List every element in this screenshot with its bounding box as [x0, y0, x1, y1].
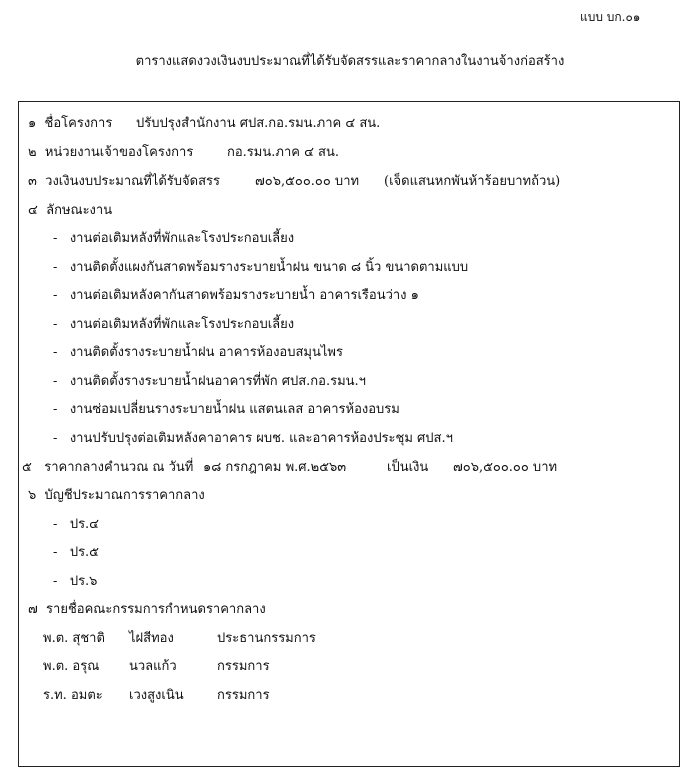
item-label: บัญชีประมาณการราคากลาง	[44, 488, 205, 503]
estimate-form-item: - ปร.๖	[53, 574, 98, 589]
item-number: ๒	[28, 145, 37, 160]
median-price-amount: ๗๐๖,๕๐๐.๐๐ บาท	[453, 460, 558, 475]
estimate-form-item: - ปร.๔	[53, 517, 100, 532]
member-surname: นวลแก้ว	[129, 659, 177, 674]
item-label: วงเงินงบประมาณที่ได้รับจัดสรร	[45, 174, 220, 189]
agency-name: กอ.รมน.ภาค ๔ สน.	[227, 145, 340, 160]
member-name: พ.ต. อรุณ	[43, 659, 100, 674]
item-1	[28, 112, 112, 133]
item-3	[28, 170, 220, 191]
member-role: กรรมการ	[217, 659, 270, 674]
item-label: ลักษณะงาน	[46, 203, 113, 218]
item-label: ราคากลางคำนวณ ณ วันที่	[44, 460, 194, 475]
item-label: รายชื่อคณะกรรมการกำหนดราคากลาง	[46, 602, 266, 617]
work-item: - งานต่อเติมหลังที่พักและโรงประกอบเลี้ยง	[53, 317, 295, 332]
item-label: หน่วยงานเจ้าของโครงการ	[44, 145, 194, 160]
item-5	[22, 456, 193, 477]
work-item: - งานต่อเติมหลังคากันสาดพร้อมรางระบายน้ำ อาคารเรือนว่าง ๑	[53, 288, 419, 303]
member-surname: ไฝสีทอง	[129, 631, 174, 646]
member-role: ประธานกรรมการ	[217, 631, 316, 646]
item-number: ๖	[28, 488, 37, 503]
content-box	[18, 101, 680, 767]
reference-date: ๑๘ กรกฎาคม พ.ศ.๒๕๖๓	[203, 460, 347, 475]
work-item: - งานติดตั้งแผงกันสาดพร้อมรางระบายน้ำฝน ขนาด ๘ นิ้ว ขนาดตามแบบ	[53, 260, 469, 275]
member-name: พ.ต. สุชาติ	[43, 631, 105, 646]
member-name: ร.ท. อมตะ	[43, 688, 103, 703]
budget-amount-words: (เจ็ดแสนหกพันห้าร้อยบาทถ้วน)	[384, 174, 561, 189]
budget-amount: ๗๐๖,๕๐๐.๐๐ บาท	[255, 174, 360, 189]
work-item: - งานซ่อมเปลี่ยนรางระบายน้ำฝน แสตนเลส อาคารห้องอบรม	[53, 402, 400, 417]
form-number: แบบ บก.๐๑	[580, 10, 641, 24]
item-number: ๑	[28, 116, 37, 131]
work-item: - งานปรับปรุงต่อเติมหลังคาอาคาร ผบช. และอาคารห้องประชุม ศปส.ฯ	[53, 431, 453, 446]
work-item: - งานติดตั้งรางระบายน้ำฝนอาคารที่พัก ศปส.กอ.รมน.ฯ	[53, 374, 366, 389]
member-surname: เวงสูงเนิน	[129, 688, 184, 703]
item-number: ๓	[28, 174, 37, 189]
item-7	[28, 598, 266, 619]
document-title: ตารางแสดงวงเงินงบประมาณที่ได้รับจัดสรรและราคากลางในงานจ้างก่อสร้าง	[135, 54, 565, 69]
item-number: ๗	[28, 602, 38, 617]
work-item: - งานต่อเติมหลังที่พักและโรงประกอบเลี้ยง	[53, 231, 295, 246]
item-2	[28, 141, 193, 162]
item-label: ชื่อโครงการ	[44, 116, 113, 131]
item-number: ๕	[22, 460, 32, 475]
work-item: - งานติดตั้งรางระบายน้ำฝน อาคารห้องอบสมุนไพร	[53, 345, 343, 360]
item-number: ๔	[28, 203, 38, 218]
member-role: กรรมการ	[217, 688, 270, 703]
item-4	[28, 199, 112, 220]
estimate-form-item: - ปร.๕	[53, 545, 100, 560]
amount-label: เป็นเงิน	[387, 460, 429, 475]
project-name: ปรับปรุงสำนักงาน ศปส.กอ.รมน.ภาค ๔ สน.	[136, 116, 381, 131]
item-6	[28, 484, 205, 505]
